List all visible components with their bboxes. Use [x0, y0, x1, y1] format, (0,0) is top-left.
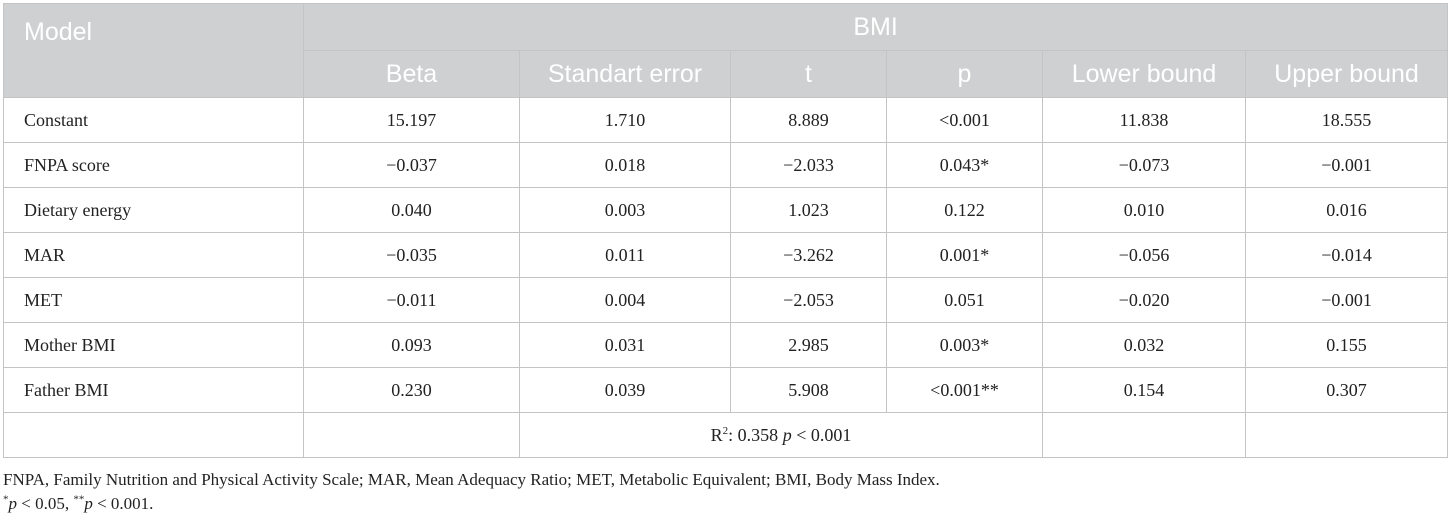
- cell-p: 0.043*: [887, 143, 1043, 188]
- cell-p: 0.122: [887, 188, 1043, 233]
- cell-upper: 0.307: [1246, 368, 1448, 413]
- regression-table-container: [3, 3, 1447, 458]
- cell-lower: 0.010: [1043, 188, 1246, 233]
- cell-lower: −0.073: [1043, 143, 1246, 188]
- summary-empty-cell: [4, 413, 304, 458]
- header-t: t: [731, 51, 887, 98]
- cell-se: 0.011: [520, 233, 731, 278]
- sig-star-2: **: [73, 493, 85, 506]
- cell-se: 0.003: [520, 188, 731, 233]
- cell-lower: −0.020: [1043, 278, 1246, 323]
- header-standard-error: Standart error: [520, 51, 731, 98]
- footnote-abbreviations: FNPA, Family Nutrition and Physical Activity Scale; MAR, Mean Adequacy Ratio; MET, Metabolic Equivalent; BMI, Body Mass Index.: [3, 470, 940, 489]
- row-label: Constant: [4, 98, 304, 143]
- table-row: [4, 368, 1448, 413]
- header-model: Model: [4, 4, 304, 98]
- cell-upper: 0.016: [1246, 188, 1448, 233]
- cell-p: 0.001*: [887, 233, 1043, 278]
- table-row: [4, 233, 1448, 278]
- cell-se: 0.039: [520, 368, 731, 413]
- cell-upper: −0.001: [1246, 278, 1448, 323]
- cell-beta: 15.197: [304, 98, 520, 143]
- cell-lower: 11.838: [1043, 98, 1246, 143]
- header-p: p: [887, 51, 1043, 98]
- r2-superscript: 2: [722, 424, 729, 437]
- row-label: FNPA score: [4, 143, 304, 188]
- cell-beta: 0.230: [304, 368, 520, 413]
- cell-upper: −0.001: [1246, 143, 1448, 188]
- row-label: Mother BMI: [4, 323, 304, 368]
- row-label: Dietary energy: [4, 188, 304, 233]
- sig-text-2: < 0.001.: [92, 494, 154, 513]
- cell-t: 5.908: [731, 368, 887, 413]
- footnote-significance: [3, 492, 153, 516]
- row-label: MAR: [4, 233, 304, 278]
- header-row-group: [4, 4, 1448, 51]
- sig-p-1: p: [8, 494, 17, 513]
- row-label: MET: [4, 278, 304, 323]
- cell-t: −2.033: [731, 143, 887, 188]
- summary-row: [4, 413, 1448, 458]
- table-row: [4, 188, 1448, 233]
- cell-lower: −0.056: [1043, 233, 1246, 278]
- cell-beta: −0.037: [304, 143, 520, 188]
- cell-upper: 0.155: [1246, 323, 1448, 368]
- row-label: Father BMI: [4, 368, 304, 413]
- table-row: [4, 143, 1448, 188]
- cell-p: <0.001: [887, 98, 1043, 143]
- cell-lower: 0.032: [1043, 323, 1246, 368]
- header-bmi-group: BMI: [304, 4, 1448, 51]
- cell-se: 0.004: [520, 278, 731, 323]
- table-row: [4, 323, 1448, 368]
- regression-table: [3, 3, 1448, 458]
- sig-p-2: p: [84, 494, 93, 513]
- cell-beta: −0.011: [304, 278, 520, 323]
- table-row: [4, 98, 1448, 143]
- cell-p: <0.001**: [887, 368, 1043, 413]
- model-fit-summary: [520, 413, 1043, 458]
- header-upper-bound: Upper bound: [1246, 51, 1448, 98]
- cell-beta: 0.040: [304, 188, 520, 233]
- cell-t: 1.023: [731, 188, 887, 233]
- cell-t: 8.889: [731, 98, 887, 143]
- cell-se: 0.031: [520, 323, 731, 368]
- cell-lower: 0.154: [1043, 368, 1246, 413]
- cell-upper: 18.555: [1246, 98, 1448, 143]
- p-value: < 0.001: [791, 424, 852, 445]
- cell-p: 0.051: [887, 278, 1043, 323]
- r2-value: : 0.358: [728, 424, 783, 445]
- header-lower-bound: Lower bound: [1043, 51, 1246, 98]
- table-row: [4, 278, 1448, 323]
- sig-star-1: *: [3, 493, 9, 506]
- sig-text-1: < 0.05,: [17, 494, 74, 513]
- cell-se: 0.018: [520, 143, 731, 188]
- header-beta: Beta: [304, 51, 520, 98]
- r2-letter: R: [710, 424, 723, 445]
- cell-t: −2.053: [731, 278, 887, 323]
- cell-t: −3.262: [731, 233, 887, 278]
- cell-upper: −0.014: [1246, 233, 1448, 278]
- cell-se: 1.710: [520, 98, 731, 143]
- summary-empty-cell: [1246, 413, 1448, 458]
- cell-p: 0.003*: [887, 323, 1043, 368]
- p-symbol: p: [782, 424, 792, 445]
- summary-empty-cell: [304, 413, 520, 458]
- cell-beta: 0.093: [304, 323, 520, 368]
- cell-beta: −0.035: [304, 233, 520, 278]
- summary-empty-cell: [1043, 413, 1246, 458]
- cell-t: 2.985: [731, 323, 887, 368]
